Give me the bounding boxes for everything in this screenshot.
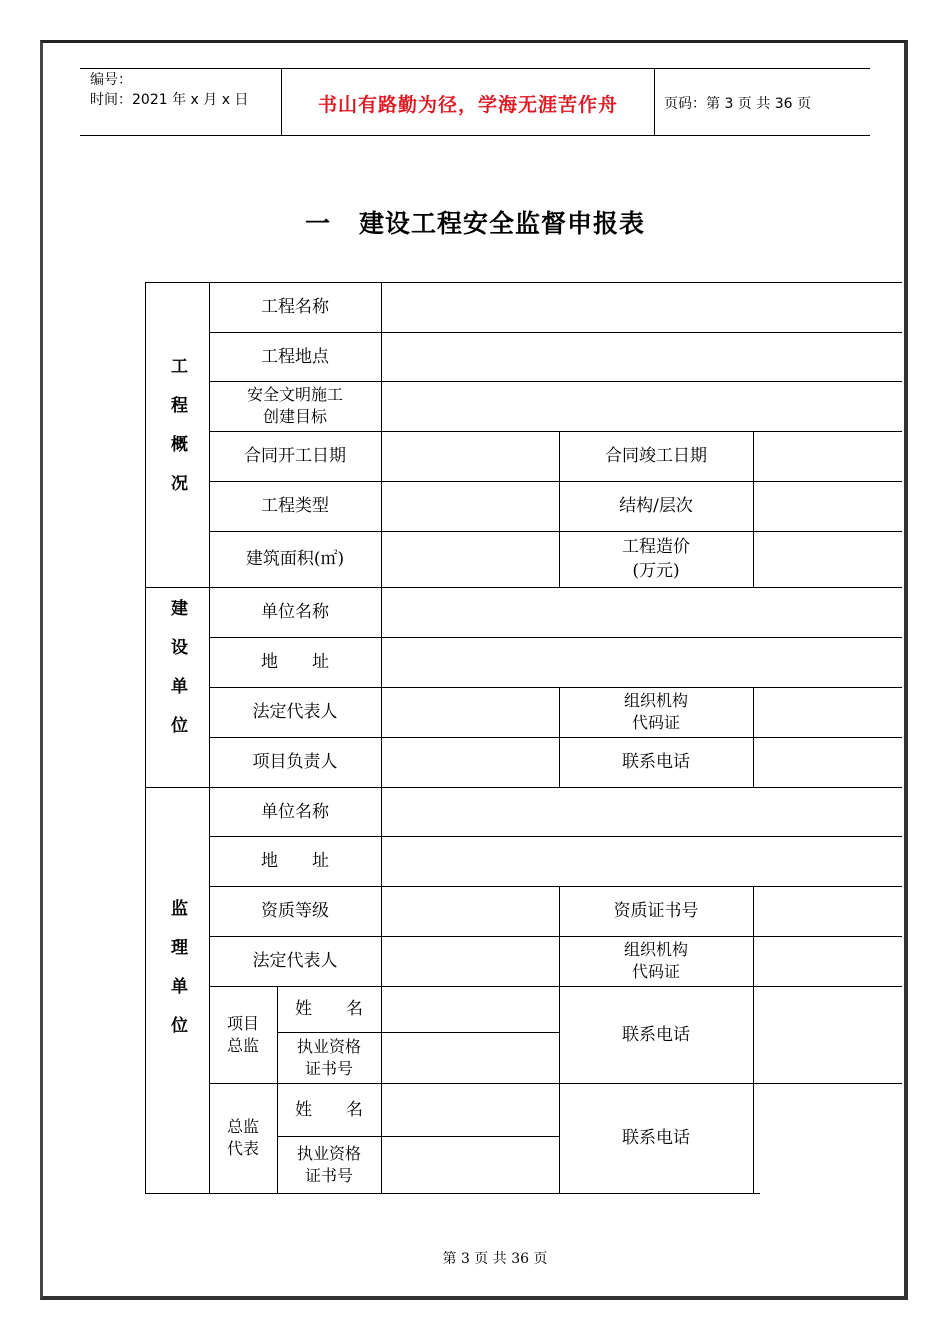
label-rep-contact-phone: 联系电话: [622, 1128, 690, 1148]
input-safety-target[interactable]: [381, 381, 902, 431]
table-border-bottom: [145, 1193, 760, 1194]
label-project-location: 工程地点: [261, 346, 329, 367]
form-title: [0, 204, 950, 240]
section-label-supervisor: [145, 787, 209, 1193]
input-project-name[interactable]: [381, 282, 902, 332]
label-supervisor-org-code-line1: 组织机构: [623, 940, 688, 959]
input-chief-name[interactable]: [381, 986, 559, 1032]
label-contract-end: 合同竣工日期: [605, 446, 707, 466]
input-rep-contact-phone[interactable]: [753, 1083, 902, 1193]
input-rep-name[interactable]: [381, 1083, 559, 1136]
label-project-type: 工程类型: [261, 496, 329, 516]
header-motto: 书山有路勤为径，学海无涯苦作舟: [317, 94, 618, 116]
input-chief-contact-phone[interactable]: [753, 986, 902, 1083]
input-contract-start[interactable]: [381, 431, 559, 481]
label-chief-name: 姓 名: [295, 999, 363, 1019]
label-builder-project-leader: 项目负责人: [252, 752, 338, 772]
label-project-cost-line2: (万元): [632, 561, 680, 581]
input-builder-legal-rep[interactable]: [381, 687, 559, 737]
label-supervisor-org-code-line2: 代码证: [631, 962, 680, 981]
input-builder-project-leader[interactable]: [381, 737, 559, 787]
input-project-location[interactable]: [381, 332, 902, 381]
input-supervisor-org-code[interactable]: [753, 936, 902, 986]
section-label-builder: [145, 587, 209, 787]
label-building-area: 建筑面积(㎡): [245, 549, 345, 569]
form-title-text: 建设工程安全监督申报表: [359, 209, 646, 238]
label-builder-address: 地 址: [261, 652, 329, 672]
input-supervisor-address[interactable]: [381, 836, 902, 886]
section-label-supervisor-text: 监理单位: [167, 899, 187, 1055]
label-builder-org-code: [559, 687, 753, 737]
label-supervisor-address: 地 址: [261, 851, 329, 871]
input-project-cost[interactable]: [753, 531, 902, 587]
doc-code-label: 编号：: [90, 72, 132, 88]
doc-time-label: 时间：2021 年 x 月 x 日: [90, 92, 249, 108]
input-builder-contact-phone[interactable]: [753, 737, 902, 787]
input-project-type[interactable]: [381, 481, 559, 531]
label-chief-license-line2: 证书号: [304, 1058, 353, 1078]
label-project-cost-line1: 工程造价: [622, 537, 690, 557]
input-structure-floors[interactable]: [753, 481, 902, 531]
label-chief-supervisor-line2: 总监: [226, 1035, 259, 1055]
label-builder-contact-phone: 联系电话: [622, 752, 690, 772]
header-divider: [654, 68, 655, 136]
section-label-project: [145, 282, 209, 587]
label-supervisor-legal-rep: 法定代表人: [252, 951, 338, 971]
form-title-number: 一: [304, 209, 331, 238]
label-project-cost: [559, 531, 753, 587]
label-rep-license-line2: 证书号: [304, 1165, 353, 1185]
label-chief-contact-phone: 联系电话: [622, 1024, 690, 1045]
input-builder-unit-name[interactable]: [381, 587, 902, 637]
input-supervisor-legal-rep[interactable]: [381, 936, 559, 986]
label-builder-legal-rep: 法定代表人: [252, 702, 338, 722]
label-rep-license-line1: 执业资格: [296, 1143, 361, 1163]
input-supervisor-unit-name[interactable]: [381, 787, 902, 836]
label-chief-supervisor: [209, 986, 277, 1083]
section-label-project-text: 工程概况: [167, 356, 187, 513]
label-rep-name: 姓 名: [295, 1099, 363, 1120]
section-label-builder-text: 建设单位: [167, 599, 187, 755]
label-supervisor-unit-name: 单位名称: [261, 801, 329, 822]
label-qualification-cert: 资质证书号: [613, 901, 699, 921]
label-qualification-level: 资质等级: [261, 901, 329, 921]
input-contract-end[interactable]: [753, 431, 902, 481]
header-meta: [90, 70, 248, 110]
label-project-name: 工程名称: [261, 297, 329, 317]
header-page-info: 页码：第 3 页 共 36 页: [664, 96, 811, 112]
label-safety-target: [209, 381, 381, 431]
label-supervisor-rep-line2: 代表: [226, 1139, 259, 1158]
page-footer: 第 3 页 共 36 页: [442, 1251, 548, 1267]
label-builder-org-code-line1: 组织机构: [623, 691, 688, 710]
label-structure-floors: 结构/层次: [619, 496, 693, 516]
label-rep-license: [277, 1136, 381, 1193]
label-supervisor-rep-line1: 总监: [226, 1117, 259, 1136]
label-contract-start: 合同开工日期: [244, 446, 346, 466]
label-safety-target-line2: 创建目标: [262, 407, 327, 426]
input-builder-org-code[interactable]: [753, 687, 902, 737]
input-qualification-level[interactable]: [381, 886, 559, 936]
label-supervisor-rep: [209, 1083, 277, 1193]
header-top-rule: [80, 68, 870, 69]
input-qualification-cert[interactable]: [753, 886, 902, 936]
label-safety-target-line1: 安全文明施工: [246, 385, 343, 404]
label-builder-org-code-line2: 代码证: [631, 713, 680, 732]
label-supervisor-org-code: [559, 936, 753, 986]
label-chief-supervisor-line1: 项目: [226, 1013, 259, 1033]
header-bottom-rule: [80, 135, 870, 136]
label-builder-unit-name: 单位名称: [261, 602, 329, 622]
input-builder-address[interactable]: [381, 637, 902, 687]
input-rep-license[interactable]: [381, 1136, 559, 1193]
label-chief-license-line1: 执业资格: [296, 1036, 361, 1056]
label-chief-license: [277, 1032, 381, 1083]
input-building-area[interactable]: [381, 531, 559, 587]
input-chief-license[interactable]: [381, 1032, 559, 1083]
